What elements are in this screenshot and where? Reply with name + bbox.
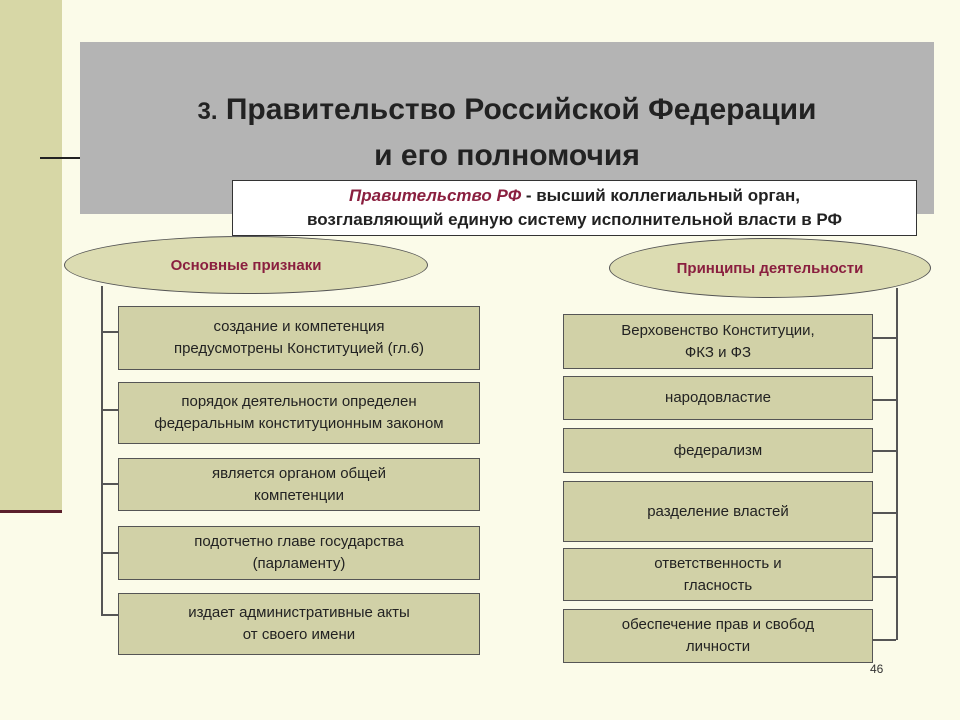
title-accent-rule (40, 157, 82, 159)
title-number: 3. (197, 98, 218, 125)
right-connector-vertical (896, 288, 898, 640)
decorative-side-band (0, 0, 62, 512)
left-connector-tick-3 (101, 483, 118, 485)
right-connector-tick-3 (873, 450, 896, 452)
left-header-oval (64, 236, 428, 294)
feature-box: создание и компетенция предусмотрены Конституцией (гл.6) (118, 306, 480, 370)
left-header-label: Основные признаки (170, 256, 322, 274)
decorative-side-rule (0, 510, 62, 513)
definition-line-2: возглавляющий единую систему исполнительной власти в РФ (306, 210, 843, 229)
right-connector-tick-2 (873, 399, 896, 401)
left-connector-tick-1 (101, 331, 118, 333)
feature-box: порядок деятельности определен федеральным конституционным законом (118, 382, 480, 444)
page-number: 46 (870, 662, 884, 676)
right-connector-tick-6 (873, 639, 896, 641)
principle-box: Верховенство Конституции, ФКЗ и ФЗ (563, 314, 873, 369)
right-header-oval (609, 238, 931, 298)
principle-box: разделение властей (563, 481, 873, 542)
feature-box: является органом общей компетенции (118, 458, 480, 511)
principle-box: народовластие (563, 376, 873, 420)
right-connector-tick-5 (873, 576, 896, 578)
title-line-1: Правительство Российской Федерации (225, 93, 817, 126)
feature-box: издает административные акты от своего имени (118, 593, 480, 655)
definition-term: Правительство РФ (349, 186, 522, 205)
feature-box: подотчетно главе государства (парламенту) (118, 526, 480, 580)
principle-box: федерализм (563, 428, 873, 473)
left-connector-tick-4 (101, 552, 118, 554)
definition-line-1: - высший коллегиальный орган, (521, 186, 800, 205)
title-line-2: и его полномочия (374, 139, 640, 172)
principle-box: обеспечение прав и свобод личности (563, 609, 873, 663)
principle-box: ответственность и гласность (563, 548, 873, 601)
left-connector-vertical (101, 286, 103, 615)
left-connector-tick-2 (101, 409, 118, 411)
right-connector-tick-1 (873, 337, 896, 339)
definition-box (232, 180, 917, 236)
slide-title (80, 88, 934, 178)
right-connector-tick-4 (873, 512, 896, 514)
left-connector-tick-5 (101, 614, 118, 616)
right-header-label: Принципы деятельности (676, 259, 864, 277)
